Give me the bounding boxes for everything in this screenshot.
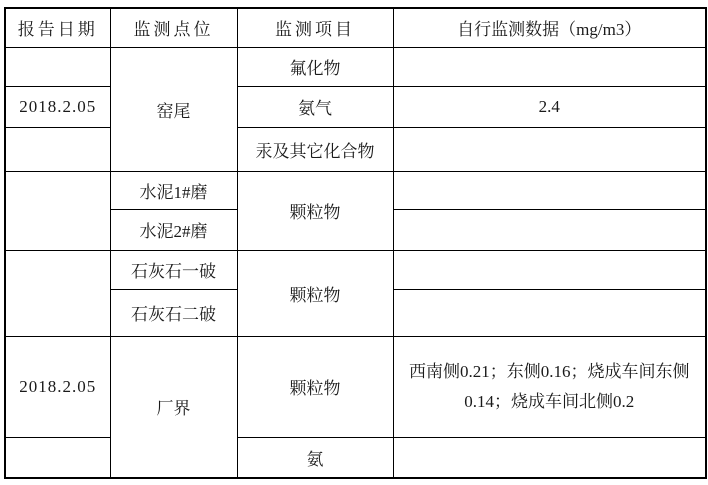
table-row [5,47,706,86]
cell-item-ammonia: 氨 [237,437,393,478]
cell-value-mill-1 [393,171,706,209]
cell-item-ammonia-gas: 氨气 [237,86,393,127]
cell-value-particulate-boundary: 西南侧0.21；东侧0.16；烧成车间东侧0.14；烧成车间北侧0.2 [393,336,706,437]
cell-point-limestone-crusher-2: 石灰石二破 [110,289,237,336]
cell-date-kiln: 2018.2.05 [5,86,110,127]
cell-date-blank-mills [5,171,110,250]
table-row [5,171,706,209]
cell-value-fluoride [393,47,706,86]
header-monitoring-point: 监测点位 [110,8,237,47]
cell-item-particulate-crushers: 颗粒物 [237,250,393,336]
cell-item-particulate-mills: 颗粒物 [237,171,393,250]
cell-date-blank-top [5,47,110,86]
cell-value-ammonia [393,437,706,478]
cell-item-mercury-compounds: 汞及其它化合物 [237,127,393,171]
cell-value-mercury [393,127,706,171]
cell-point-factory-boundary: 厂界 [110,336,237,478]
table-row [5,336,706,437]
cell-value-crusher-2 [393,289,706,336]
cell-item-fluoride: 氟化物 [237,47,393,86]
header-monitoring-item: 监测项目 [237,8,393,47]
header-report-date: 报告日期 [5,8,110,47]
cell-point-cement-mill-1: 水泥1#磨 [110,171,237,209]
cell-value-crusher-1 [393,250,706,289]
table-row [5,250,706,289]
cell-date-blank-bottom [5,127,110,171]
cell-value-ammonia-gas: 2.4 [393,86,706,127]
cell-point-limestone-crusher-1: 石灰石一破 [110,250,237,289]
table-header-row [5,8,706,47]
cell-point-cement-mill-2: 水泥2#磨 [110,209,237,250]
cell-value-mill-2 [393,209,706,250]
cell-date-blank-crushers [5,250,110,336]
cell-item-particulate-boundary: 颗粒物 [237,336,393,437]
header-monitoring-data: 自行监测数据（mg/m3） [393,8,706,47]
cell-date-blank-last [5,437,110,478]
monitoring-data-table [4,7,707,479]
cell-date-boundary: 2018.2.05 [5,336,110,437]
cell-point-kiln-tail: 窑尾 [110,47,237,171]
